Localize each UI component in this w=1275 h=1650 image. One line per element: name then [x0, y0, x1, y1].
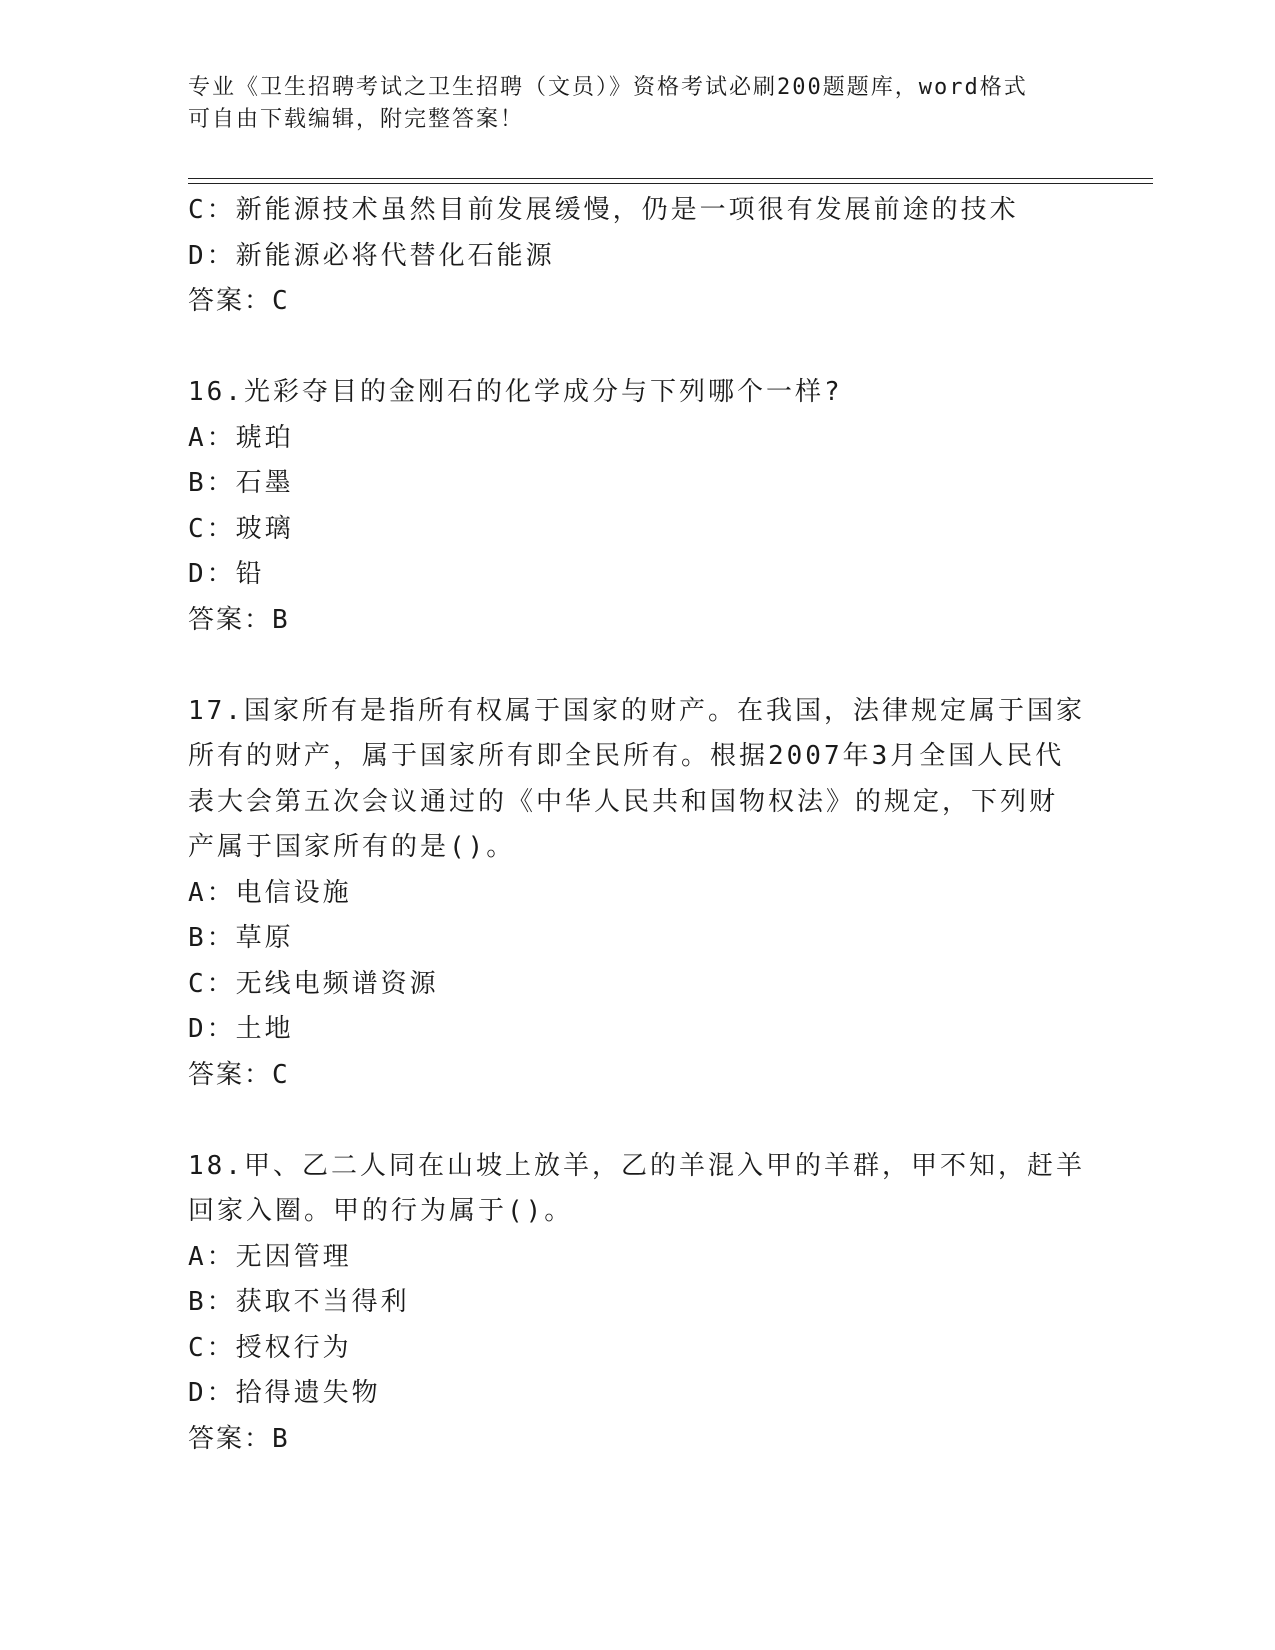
question-stem	[188, 370, 1088, 416]
stem-line: 产属于国家所有的是()。	[188, 832, 516, 862]
option-c: C：新能源技术虽然目前发展缓慢，仍是一项很有发展前途的技术	[188, 195, 1019, 225]
option-a: A：琥珀	[188, 422, 294, 453]
option-c: C：玻璃	[188, 513, 294, 544]
spacer	[188, 325, 1088, 371]
stem-line: 回家入圈。甲的行为属于()。	[188, 1196, 574, 1226]
option-c: C：无线电频谱资源	[188, 968, 439, 999]
option-d: D：拾得遗失物	[188, 1378, 381, 1408]
question-stem	[188, 689, 1088, 871]
header-rule-bottom	[188, 183, 1153, 184]
option-b: B：草原	[188, 923, 294, 953]
spacer	[188, 643, 1088, 689]
spacer	[188, 1098, 1088, 1144]
header-line-2: 可自由下载编辑，附完整答案！	[188, 107, 525, 132]
option-d: D：铅	[188, 559, 265, 589]
answer: 答案：C	[188, 1059, 290, 1090]
stem-line: 所有的财产，属于国家所有即全民所有。根据2007年3月全国人民代	[188, 741, 1065, 771]
option-b: B：获取不当得利	[188, 1287, 410, 1317]
option-d: D：新能源必将代替化石能源	[188, 240, 555, 271]
option-a: A：无因管理	[188, 1241, 352, 1272]
answer: 答案：C	[188, 286, 290, 316]
question-15-continuation	[188, 188, 1088, 325]
answer: 答案：B	[188, 1423, 290, 1454]
question-list	[188, 188, 1088, 1462]
question-stem	[188, 1144, 1088, 1235]
option-b: B：石墨	[188, 468, 294, 498]
option-c: C：授权行为	[188, 1332, 352, 1363]
header-rule-top	[188, 178, 1153, 179]
page-header	[188, 72, 1068, 136]
question-16	[188, 370, 1088, 643]
stem-line: 18.甲、乙二人同在山坡上放羊，乙的羊混入甲的羊群，甲不知，赶羊	[188, 1150, 1085, 1181]
option-d: D：土地	[188, 1014, 294, 1044]
stem-line: 表大会第五次会议通过的《中华人民共和国物权法》的规定，下列财	[188, 786, 1059, 817]
header-line-1: 专业《卫生招聘考试之卫生招聘（文员）》资格考试必刷200题题库，word格式	[188, 75, 1028, 100]
question-17	[188, 689, 1088, 1099]
answer: 答案：B	[188, 604, 290, 635]
question-18	[188, 1144, 1088, 1463]
stem-line: 16.光彩夺目的金刚石的化学成分与下列哪个一样?	[188, 377, 843, 407]
option-a: A：电信设施	[188, 877, 352, 908]
stem-line: 17.国家所有是指所有权属于国家的财产。在我国，法律规定属于国家	[188, 695, 1085, 726]
